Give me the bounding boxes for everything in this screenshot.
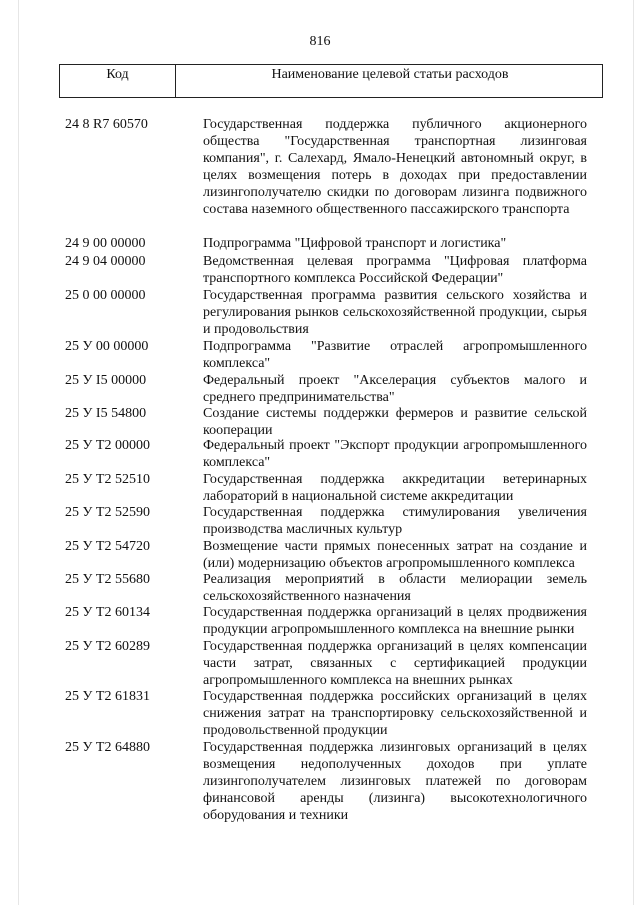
row-code: 24 9 00 00000 <box>65 236 146 251</box>
row-code: 25 У Т2 00000 <box>65 438 150 453</box>
row-code: 25 У Т2 54720 <box>65 539 150 554</box>
table-header <box>59 64 603 98</box>
row-name: Подпрограмма "Развитие отраслей агропромышленного комплекса" <box>203 339 587 371</box>
row-name: Государственная поддержка стимулирования увеличения производства масличных культур <box>203 505 587 537</box>
row-name: Государственная поддержка российских организаций в целях снижения затрат на транспортировку сельскохозяйственной и продовольственной продукции <box>203 689 587 738</box>
header-code: Код <box>106 67 129 82</box>
row-code: 24 9 04 00000 <box>65 254 146 269</box>
row-code: 25 0 00 00000 <box>65 288 146 303</box>
row-name: Подпрограмма "Цифровой транспорт и логистика" <box>203 236 507 251</box>
row-code: 25 У Т2 60134 <box>65 605 150 620</box>
row-code: 25 У Т2 64880 <box>65 740 150 755</box>
row-code: 25 У 00 00000 <box>65 339 149 354</box>
row-code: 25 У Т2 55680 <box>65 572 150 587</box>
row-name: Возмещение части прямых понесенных затрат на создание и (или) модернизацию объектов агропромышленного комплекса <box>203 539 587 571</box>
row-code: 25 У Т2 52510 <box>65 472 150 487</box>
row-name: Создание системы поддержки фермеров и развитие сельской кооперации <box>203 406 587 438</box>
row-name: Государственная поддержка лизинговых организаций в целях возмещения недополученных доходов при уплате лизингополучателем лизинговых платежей по договорам финансовой аренды (лизинга) высокотехнологичного оборудования и техники <box>203 740 587 823</box>
row-name: Государственная поддержка организаций в целях компенсации части затрат, связанных с сертификацией продукции агропромышленного комплекса на внешних рынках <box>203 639 587 688</box>
scan-edge-left <box>18 0 19 905</box>
row-name: Государственная поддержка публичного акционерного общества "Государственная транспортная лизинговая компания", г. Салехард, Ямало-Ненецкий автономный округ, в целях возмещения потерь в доходах при предоставлении лизингополучателю скидки по договорам лизинга подвижного состава наземного общественного пассажирского транспорта <box>203 117 587 217</box>
row-code: 25 У Т2 61831 <box>65 689 150 704</box>
page-number: 816 <box>309 34 331 49</box>
row-name: Государственная поддержка организаций в целях продвижения продукции агропромышленного комплекса на внешние рынки <box>203 605 587 637</box>
header-name: Наименование целевой статьи расходов <box>271 67 509 82</box>
row-name: Федеральный проект "Акселерация субъектов малого и среднего предпринимательства" <box>203 373 587 405</box>
scan-edge-right <box>633 0 634 905</box>
row-code: 25 У I5 54800 <box>65 406 147 421</box>
row-name: Федеральный проект "Экспорт продукции агропромышленного комплекса" <box>203 438 587 470</box>
row-name: Ведомственная целевая программа "Цифровая платформа транспортного комплекса Российской Федерации" <box>203 254 587 286</box>
row-code: 24 8 R7 60570 <box>65 117 148 132</box>
row-code: 25 У Т2 52590 <box>65 505 150 520</box>
row-code: 25 У I5 00000 <box>65 373 147 388</box>
row-name: Государственная поддержка аккредитации ветеринарных лабораторий в национальной системе аккредитации <box>203 472 587 504</box>
row-code: 25 У Т2 60289 <box>65 639 150 654</box>
row-name: Государственная программа развития сельского хозяйства и регулирования рынков сельскохозяйственной продукции, сырья и продовольствия <box>203 288 587 337</box>
row-name: Реализация мероприятий в области мелиорации земель сельскохозяйственного назначения <box>203 572 587 604</box>
